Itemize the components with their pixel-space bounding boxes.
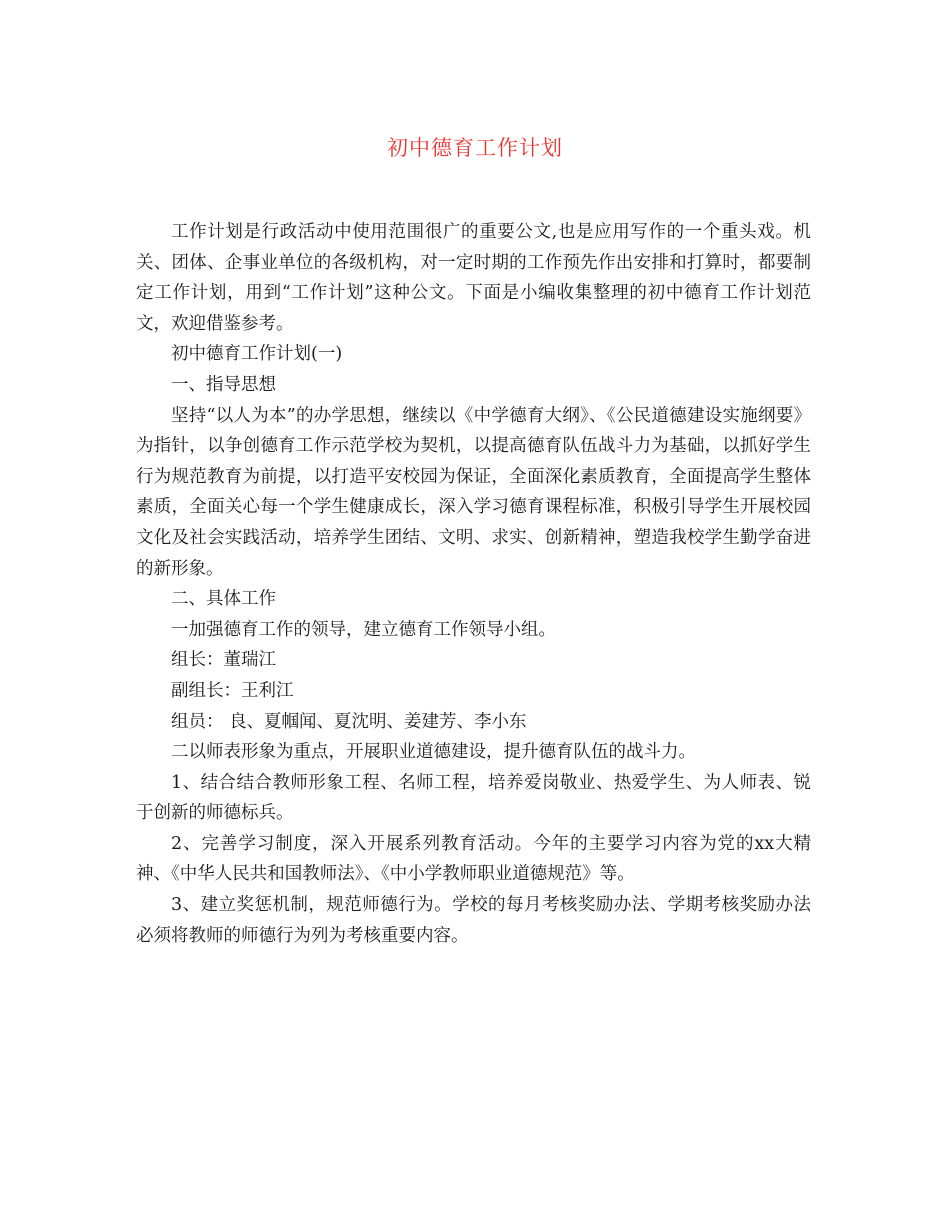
paragraph-group-members: 组员： 良、夏帼闻、夏沈明、姜建芳、李小东 — [171, 711, 527, 732]
paragraph-item-two: 二以师表形象为重点，开展职业道德建设，提升德育队伍的战斗力。 — [171, 742, 696, 763]
paragraph-point-2: 2、完善学习制度，深入开展系列教育活动。今年的主要学习内容为党的xx大精神、《中华人民共和国教师法》、《中小学教师职业道德规范》等。 — [136, 833, 811, 885]
document-title: 初中德育工作计划 — [387, 136, 563, 160]
paragraph-section-one-heading: 一、指导思想 — [171, 374, 276, 395]
paragraph-guiding-ideology: 坚持“以人为本”的办学思想，继续以《中学德育大纲》、《公民道德建设实施纲要》为指针，以争创德育工作示范学校为契机，以提高德育队伍战斗力为基础，以抓好学生行为规范教育为前提，以打造平安校园为保证，全面深化素质教育，全面提高学生整体素质，全面关心每一个学生健康成长，深入学习德育课程标准，积极引导学生开展校园文化及社会实践活动，培养学生团结、文明、求实、创新精神，塑造我校学生勤学奋进的新形象。 — [136, 405, 811, 579]
paragraph-section-two-heading: 二、具体工作 — [171, 589, 276, 610]
paragraph-group-leader: 组长：董瑞江 — [171, 650, 276, 671]
paragraph-plan-heading: 初中德育工作计划(一) — [171, 344, 343, 365]
paragraph-point-1: 1、结合结合教师形象工程、名师工程，培养爱岗敬业、热爱学生、为人师表、锐于创新的师德标兵。 — [136, 772, 811, 824]
paragraph-point-3: 3、建立奖惩机制，规范师德行为。学校的每月考核奖励办法、学期考核奖励办法必须将教师的师德行为列为考核重要内容。 — [136, 895, 811, 946]
paragraph-item-one: 一加强德育工作的领导，建立德育工作领导小组。 — [171, 619, 556, 640]
document-body — [136, 217, 811, 951]
paragraph-intro: 工作计划是行政活动中使用范围很广的重要公文,也是应用写作的一个重头戏。机关、团体、企事业单位的各级机构，对一定时期的工作预先作出安排和打算时，都要制定工作计划，用到“工作计划”这种公文。下面是小编收集整理的初中德育工作计划范文，欢迎借鉴参考。 — [136, 222, 811, 334]
paragraph-deputy-leader: 副组长：王利江 — [171, 680, 294, 701]
